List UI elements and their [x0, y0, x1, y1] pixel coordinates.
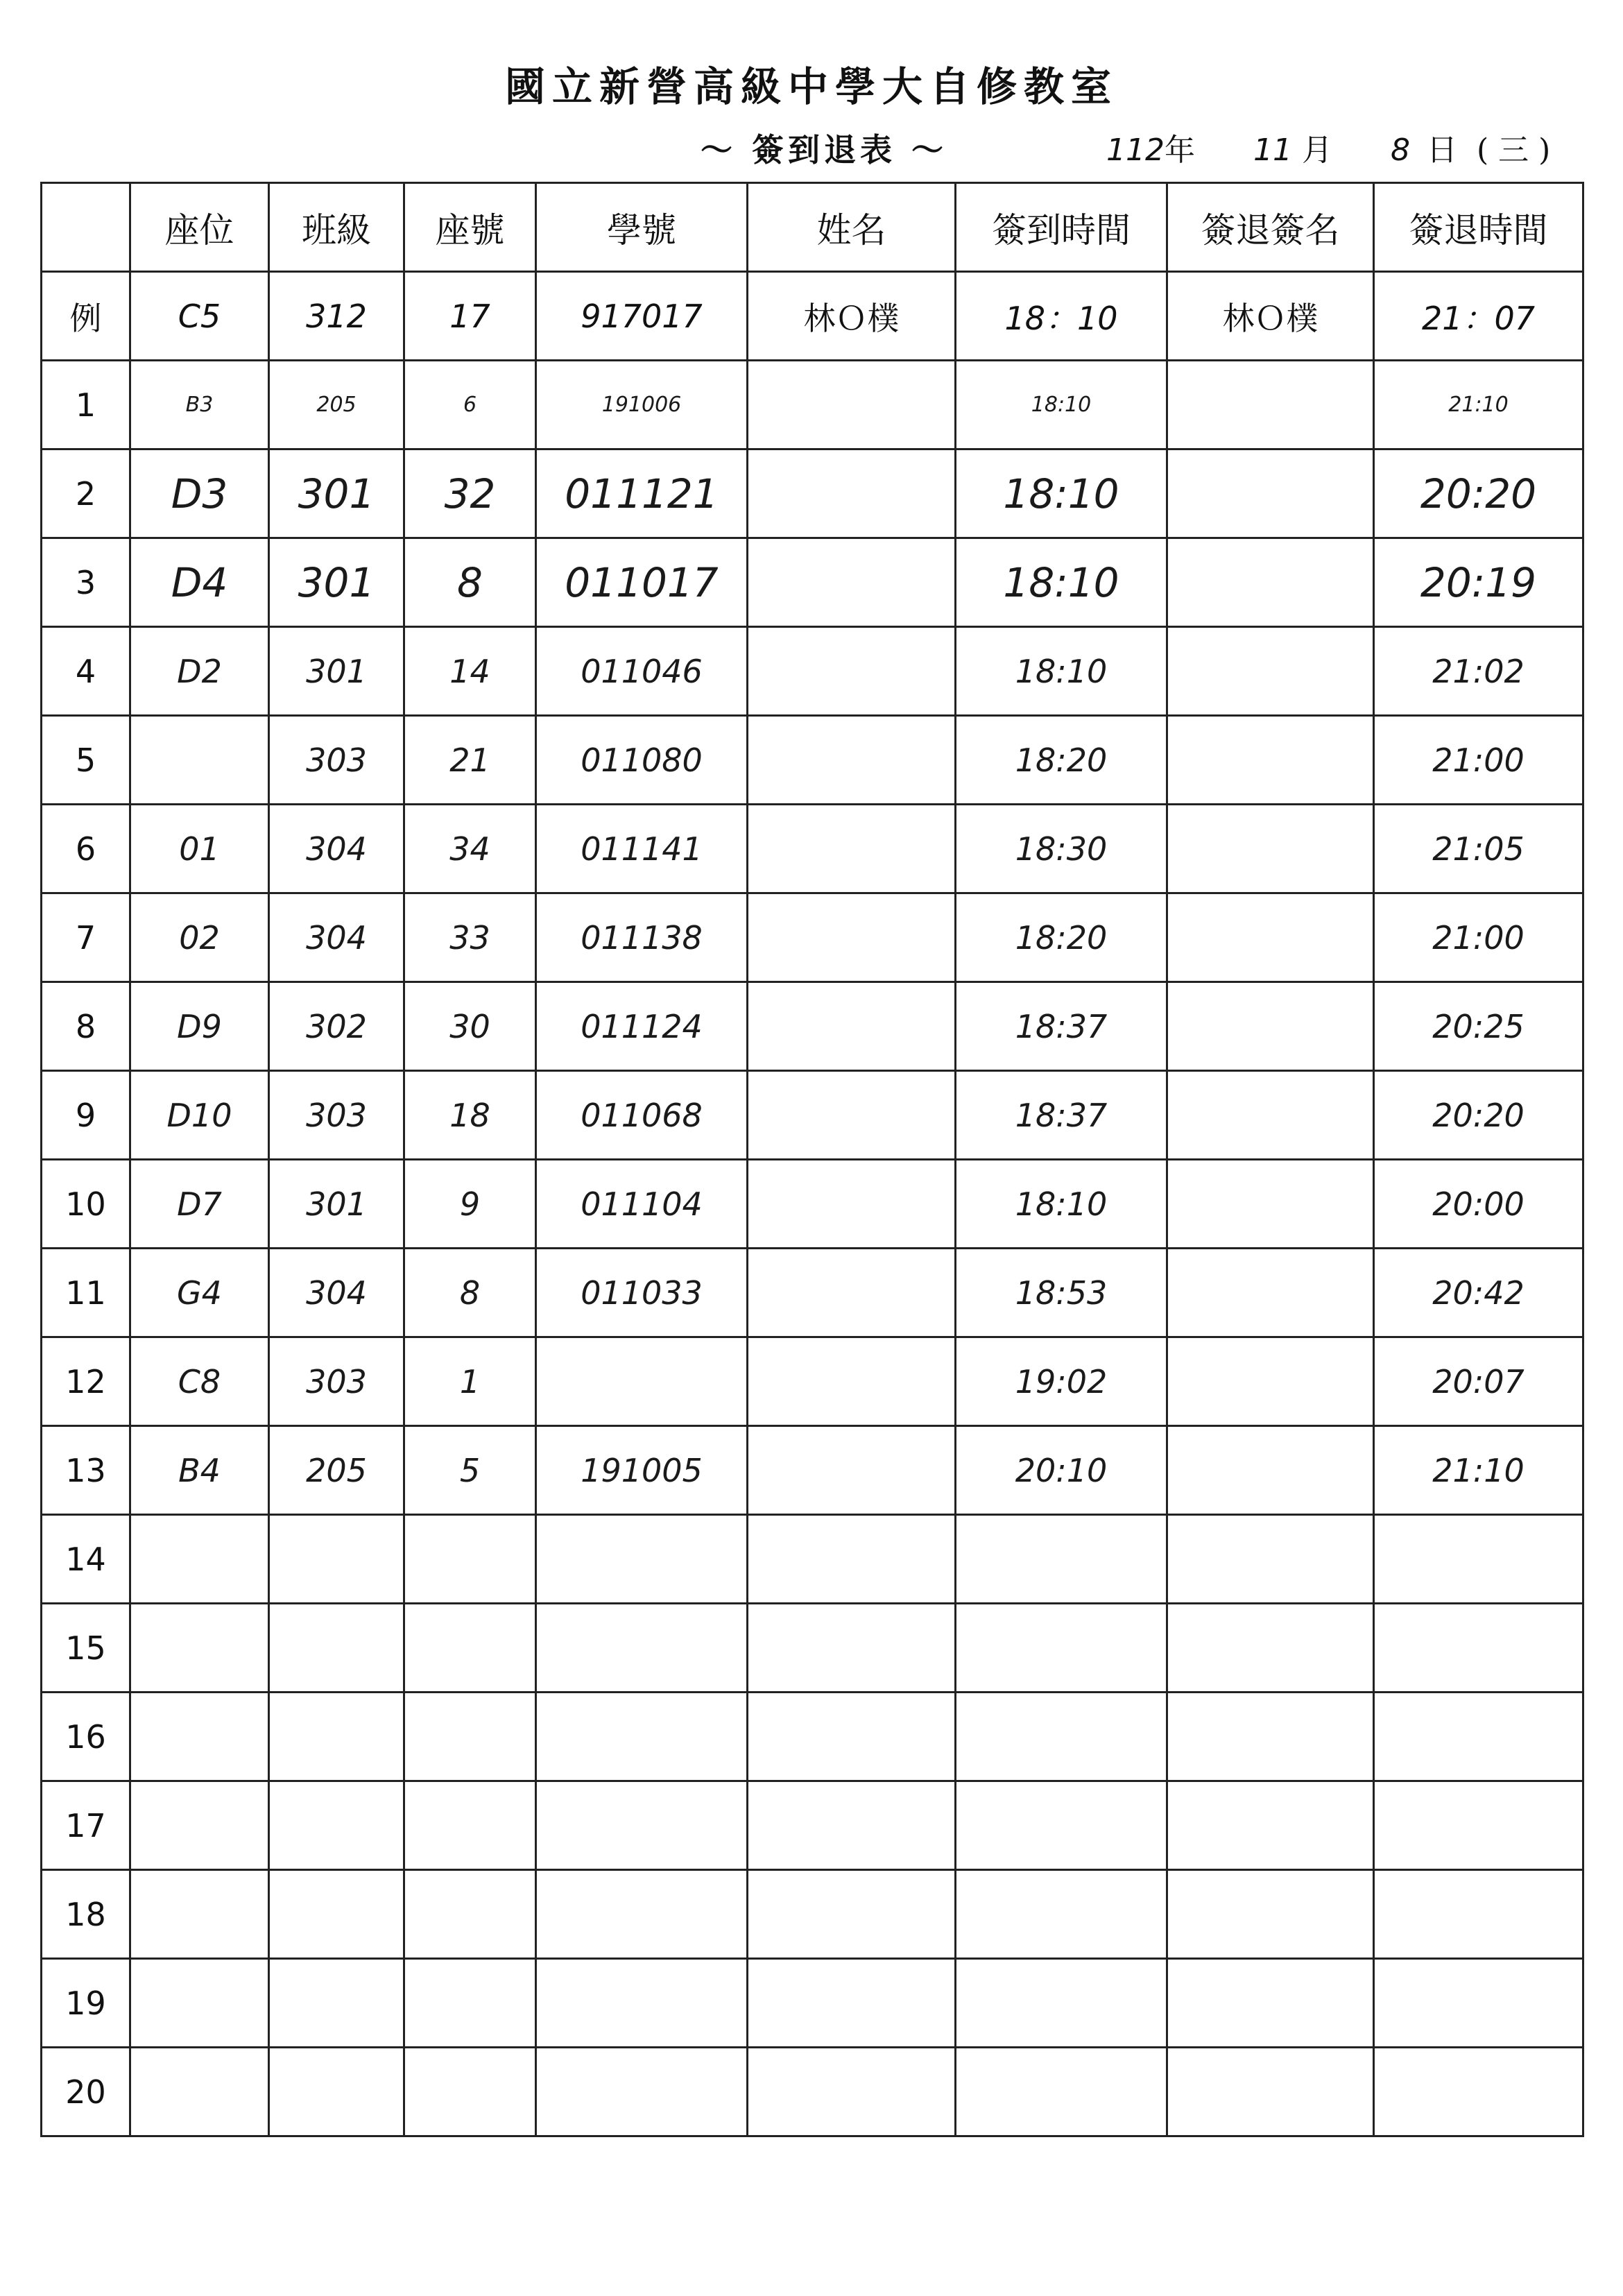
example-row: [42, 272, 1583, 361]
cell-signout-time[interactable]: 20:19: [1374, 538, 1583, 627]
table-row: [42, 1781, 1583, 1870]
cell-class[interactable]: [269, 1515, 404, 1604]
cell-signout-time[interactable]: 21:02: [1374, 627, 1583, 716]
table-row: [42, 449, 1583, 538]
cell-seat-number[interactable]: 18: [404, 1071, 536, 1160]
cell-signout-time[interactable]: [1374, 2048, 1583, 2136]
table-row: [42, 361, 1583, 449]
row-number: 11: [42, 1249, 130, 1337]
cell-student-id[interactable]: 011138: [536, 893, 748, 982]
example-cell-seat: C5: [130, 272, 269, 361]
cell-signin-time[interactable]: 18:10: [956, 627, 1167, 716]
cell-seat-number[interactable]: 1: [404, 1337, 536, 1426]
form-subtitle: ～ 簽到退表 ～: [701, 131, 948, 169]
cell-name[interactable]: [748, 716, 956, 805]
cell-student-id[interactable]: [536, 1870, 748, 1959]
date-line: [1106, 125, 1550, 169]
cell-name[interactable]: [748, 1959, 956, 2048]
cell-name[interactable]: [748, 1870, 956, 1959]
cell-class[interactable]: [269, 1870, 404, 1959]
cell-student-id[interactable]: 011124: [536, 982, 748, 1071]
cell-signin-time[interactable]: [956, 1959, 1167, 2048]
cell-name[interactable]: [748, 1337, 956, 1426]
cell-name[interactable]: [748, 1160, 956, 1249]
cell-seat[interactable]: [130, 1781, 269, 1870]
cell-signout-time[interactable]: 20:42: [1374, 1249, 1583, 1337]
cell-signin-time[interactable]: 18:30: [956, 805, 1167, 893]
cell-class[interactable]: 301: [269, 538, 404, 627]
cell-student-id[interactable]: [536, 2048, 748, 2136]
example-cell-signout-signature: 林Ｏ樸: [1167, 272, 1374, 361]
row-number: 19: [42, 1959, 130, 2048]
cell-name[interactable]: [748, 1426, 956, 1515]
cell-seat[interactable]: B4: [130, 1426, 269, 1515]
cell-signout-signature[interactable]: [1167, 716, 1374, 805]
cell-student-id[interactable]: 011033: [536, 1249, 748, 1337]
cell-signout-signature[interactable]: [1167, 1337, 1374, 1426]
cell-signout-signature[interactable]: [1167, 805, 1374, 893]
cell-signout-signature[interactable]: [1167, 1160, 1374, 1249]
table-row: [42, 1337, 1583, 1426]
cell-seat-number[interactable]: [404, 1959, 536, 2048]
example-cell-signout-time: 21：07: [1374, 272, 1583, 361]
cell-seat-number[interactable]: 33: [404, 893, 536, 982]
cell-signout-time[interactable]: [1374, 1870, 1583, 1959]
cell-class[interactable]: 302: [269, 982, 404, 1071]
cell-seat[interactable]: [130, 1604, 269, 1693]
cell-signout-signature[interactable]: [1167, 1071, 1374, 1160]
cell-seat[interactable]: [130, 1870, 269, 1959]
table-row: [42, 716, 1583, 805]
cell-class[interactable]: 205: [269, 1426, 404, 1515]
cell-seat-number[interactable]: 32: [404, 449, 536, 538]
cell-signin-time[interactable]: 18:10: [956, 361, 1167, 449]
date-weekday: ( 三 ): [1476, 132, 1551, 168]
table-row: [42, 2048, 1583, 2136]
cell-seat-number[interactable]: 34: [404, 805, 536, 893]
cell-name[interactable]: [748, 538, 956, 627]
cell-seat[interactable]: C8: [130, 1337, 269, 1426]
cell-seat[interactable]: [130, 2048, 269, 2136]
cell-signin-time[interactable]: [956, 1604, 1167, 1693]
cell-class[interactable]: 205: [269, 361, 404, 449]
column-header-seat: 座位: [130, 183, 269, 272]
cell-student-id[interactable]: 191006: [536, 361, 748, 449]
table-body: [42, 272, 1583, 2136]
table-row: [42, 538, 1583, 627]
cell-seat[interactable]: G4: [130, 1249, 269, 1337]
cell-signout-time[interactable]: 21:10: [1374, 1426, 1583, 1515]
cell-signout-signature[interactable]: [1167, 1515, 1374, 1604]
column-header-signout-time: 簽退時間: [1374, 183, 1583, 272]
cell-signout-signature[interactable]: [1167, 538, 1374, 627]
cell-signout-signature[interactable]: [1167, 449, 1374, 538]
cell-signout-time[interactable]: 21:00: [1374, 716, 1583, 805]
row-number: 18: [42, 1870, 130, 1959]
table-row: [42, 1604, 1583, 1693]
cell-signout-time[interactable]: [1374, 1693, 1583, 1781]
cell-signout-time[interactable]: 20:00: [1374, 1160, 1583, 1249]
cell-seat-number[interactable]: [404, 1693, 536, 1781]
cell-class[interactable]: [269, 1693, 404, 1781]
cell-seat[interactable]: [130, 1515, 269, 1604]
row-number: 12: [42, 1337, 130, 1426]
cell-seat-number[interactable]: 9: [404, 1160, 536, 1249]
row-number: 13: [42, 1426, 130, 1515]
cell-name[interactable]: [748, 1693, 956, 1781]
cell-seat-number[interactable]: 21: [404, 716, 536, 805]
row-number: 14: [42, 1515, 130, 1604]
row-number: 5: [42, 716, 130, 805]
cell-seat[interactable]: [130, 1693, 269, 1781]
cell-name[interactable]: [748, 893, 956, 982]
cell-name[interactable]: [748, 982, 956, 1071]
cell-signin-time[interactable]: 18:20: [956, 893, 1167, 982]
cell-signin-time[interactable]: [956, 1515, 1167, 1604]
cell-student-id[interactable]: [536, 1604, 748, 1693]
date-day-unit: 日: [1426, 132, 1457, 168]
cell-name[interactable]: [748, 449, 956, 538]
cell-signin-time[interactable]: 18:20: [956, 716, 1167, 805]
cell-name[interactable]: [748, 1781, 956, 1870]
example-cell-class: 312: [269, 272, 404, 361]
cell-seat[interactable]: D3: [130, 449, 269, 538]
cell-seat[interactable]: 02: [130, 893, 269, 982]
cell-signout-time[interactable]: 21:10: [1374, 361, 1583, 449]
cell-name[interactable]: [748, 805, 956, 893]
cell-class[interactable]: 301: [269, 1160, 404, 1249]
cell-signout-signature[interactable]: [1167, 1426, 1374, 1515]
cell-student-id[interactable]: 011104: [536, 1160, 748, 1249]
row-number: 2: [42, 449, 130, 538]
cell-class[interactable]: [269, 1959, 404, 2048]
row-number: 8: [42, 982, 130, 1071]
cell-signout-signature[interactable]: [1167, 1604, 1374, 1693]
cell-seat-number[interactable]: 14: [404, 627, 536, 716]
cell-class[interactable]: 301: [269, 627, 404, 716]
example-cell-seat-number: 17: [404, 272, 536, 361]
table-row: [42, 627, 1583, 716]
cell-signin-time[interactable]: [956, 1870, 1167, 1959]
cell-signout-time[interactable]: 20:20: [1374, 1071, 1583, 1160]
cell-class[interactable]: 304: [269, 893, 404, 982]
cell-student-id[interactable]: 011017: [536, 538, 748, 627]
cell-signout-time[interactable]: 20:25: [1374, 982, 1583, 1071]
date-day: 8: [1390, 132, 1410, 168]
cell-signout-time[interactable]: 21:05: [1374, 805, 1583, 893]
cell-signin-time[interactable]: [956, 1693, 1167, 1781]
cell-student-id[interactable]: [536, 1337, 748, 1426]
cell-signout-time[interactable]: [1374, 1604, 1583, 1693]
cell-seat-number[interactable]: [404, 1781, 536, 1870]
row-number: 6: [42, 805, 130, 893]
cell-class[interactable]: 303: [269, 1071, 404, 1160]
cell-student-id[interactable]: [536, 1515, 748, 1604]
cell-signin-time[interactable]: 20:10: [956, 1426, 1167, 1515]
cell-seat[interactable]: D9: [130, 982, 269, 1071]
cell-signin-time[interactable]: 18:10: [956, 449, 1167, 538]
cell-signout-signature[interactable]: [1167, 1693, 1374, 1781]
date-year: 112: [1106, 132, 1165, 168]
cell-seat-number[interactable]: 8: [404, 538, 536, 627]
column-header-seat-number: 座號: [404, 183, 536, 272]
cell-seat[interactable]: D4: [130, 538, 269, 627]
column-header-student-id: 學號: [536, 183, 748, 272]
table-row: [42, 1426, 1583, 1515]
cell-student-id[interactable]: 011121: [536, 449, 748, 538]
cell-class[interactable]: [269, 1604, 404, 1693]
date-month: 11: [1253, 132, 1292, 168]
cell-seat-number[interactable]: 30: [404, 982, 536, 1071]
cell-student-id[interactable]: 191005: [536, 1426, 748, 1515]
table-row: [42, 1249, 1583, 1337]
cell-name[interactable]: [748, 361, 956, 449]
cell-signin-time[interactable]: 18:37: [956, 982, 1167, 1071]
cell-signout-signature[interactable]: [1167, 982, 1374, 1071]
cell-signout-signature[interactable]: [1167, 893, 1374, 982]
cell-class[interactable]: [269, 2048, 404, 2136]
cell-signin-time[interactable]: 18:37: [956, 1071, 1167, 1160]
cell-seat[interactable]: [130, 716, 269, 805]
cell-seat-number[interactable]: [404, 2048, 536, 2136]
cell-seat[interactable]: D7: [130, 1160, 269, 1249]
row-number: 7: [42, 893, 130, 982]
cell-signout-time[interactable]: [1374, 1959, 1583, 2048]
corner-cell: [42, 183, 130, 272]
cell-signout-signature[interactable]: [1167, 361, 1374, 449]
cell-seat[interactable]: D10: [130, 1071, 269, 1160]
date-month-unit: 月: [1301, 132, 1332, 168]
signin-table: [40, 182, 1584, 2137]
cell-signin-time[interactable]: [956, 2048, 1167, 2136]
cell-signin-time[interactable]: [956, 1781, 1167, 1870]
row-number: 17: [42, 1781, 130, 1870]
cell-seat-number[interactable]: [404, 1515, 536, 1604]
row-number: 3: [42, 538, 130, 627]
cell-signout-signature[interactable]: [1167, 1249, 1374, 1337]
cell-signout-signature[interactable]: [1167, 2048, 1374, 2136]
cell-student-id[interactable]: 011068: [536, 1071, 748, 1160]
column-header-signout-signature: 簽退簽名: [1167, 183, 1374, 272]
date-year-unit: 年: [1164, 132, 1195, 168]
cell-signout-signature[interactable]: [1167, 627, 1374, 716]
cell-signout-time[interactable]: 20:20: [1374, 449, 1583, 538]
cell-student-id[interactable]: [536, 1959, 748, 2048]
cell-signin-time[interactable]: 18:10: [956, 538, 1167, 627]
row-number: 4: [42, 627, 130, 716]
form-title: 國立新營高級中學大自修教室: [504, 63, 1118, 110]
row-number: 1: [42, 361, 130, 449]
cell-class[interactable]: 304: [269, 805, 404, 893]
cell-seat[interactable]: [130, 1959, 269, 2048]
cell-seat[interactable]: B3: [130, 361, 269, 449]
cell-seat-number[interactable]: [404, 1870, 536, 1959]
example-cell-name: 林Ｏ樸: [748, 272, 956, 361]
table-row: [42, 1870, 1583, 1959]
cell-name[interactable]: [748, 1515, 956, 1604]
cell-seat[interactable]: D2: [130, 627, 269, 716]
cell-class[interactable]: [269, 1781, 404, 1870]
cell-student-id[interactable]: 011141: [536, 805, 748, 893]
cell-seat-number[interactable]: 5: [404, 1426, 536, 1515]
table-row: [42, 893, 1583, 982]
cell-class[interactable]: 301: [269, 449, 404, 538]
cell-student-id[interactable]: [536, 1781, 748, 1870]
cell-signin-time[interactable]: 18:53: [956, 1249, 1167, 1337]
cell-student-id[interactable]: 011080: [536, 716, 748, 805]
cell-student-id[interactable]: 011046: [536, 627, 748, 716]
table-row: [42, 805, 1583, 893]
cell-signout-time[interactable]: 21:00: [1374, 893, 1583, 982]
cell-seat-number[interactable]: [404, 1604, 536, 1693]
example-cell-student-id: 917017: [536, 272, 748, 361]
cell-signout-time[interactable]: [1374, 1781, 1583, 1870]
cell-signout-time[interactable]: [1374, 1515, 1583, 1604]
example-cell-signin-time: 18：10: [956, 272, 1167, 361]
cell-signout-signature[interactable]: [1167, 1781, 1374, 1870]
cell-name[interactable]: [748, 1249, 956, 1337]
column-header-name: 姓名: [748, 183, 956, 272]
cell-class[interactable]: 303: [269, 716, 404, 805]
cell-signout-signature[interactable]: [1167, 1959, 1374, 2048]
row-number: 10: [42, 1160, 130, 1249]
cell-name[interactable]: [748, 2048, 956, 2136]
table-row: [42, 1515, 1583, 1604]
column-header-class: 班級: [269, 183, 404, 272]
header-row: [42, 183, 1583, 272]
table-row: [42, 1071, 1583, 1160]
cell-seat-number[interactable]: 8: [404, 1249, 536, 1337]
cell-seat-number[interactable]: 6: [404, 361, 536, 449]
table-row: [42, 1959, 1583, 2048]
cell-signin-time[interactable]: 19:02: [956, 1337, 1167, 1426]
cell-class[interactable]: 303: [269, 1337, 404, 1426]
table-row: [42, 1160, 1583, 1249]
cell-seat[interactable]: 01: [130, 805, 269, 893]
cell-signin-time[interactable]: 18:10: [956, 1160, 1167, 1249]
example-row-label: 例: [42, 272, 130, 361]
cell-name[interactable]: [748, 1071, 956, 1160]
cell-signout-time[interactable]: 20:07: [1374, 1337, 1583, 1426]
row-number: 16: [42, 1693, 130, 1781]
cell-class[interactable]: 304: [269, 1249, 404, 1337]
cell-student-id[interactable]: [536, 1693, 748, 1781]
cell-signout-signature[interactable]: [1167, 1870, 1374, 1959]
table-row: [42, 982, 1583, 1071]
cell-name[interactable]: [748, 627, 956, 716]
cell-name[interactable]: [748, 1604, 956, 1693]
row-number: 15: [42, 1604, 130, 1693]
row-number: 9: [42, 1071, 130, 1160]
table-row: [42, 1693, 1583, 1781]
column-header-signin-time: 簽到時間: [956, 183, 1167, 272]
row-number: 20: [42, 2048, 130, 2136]
